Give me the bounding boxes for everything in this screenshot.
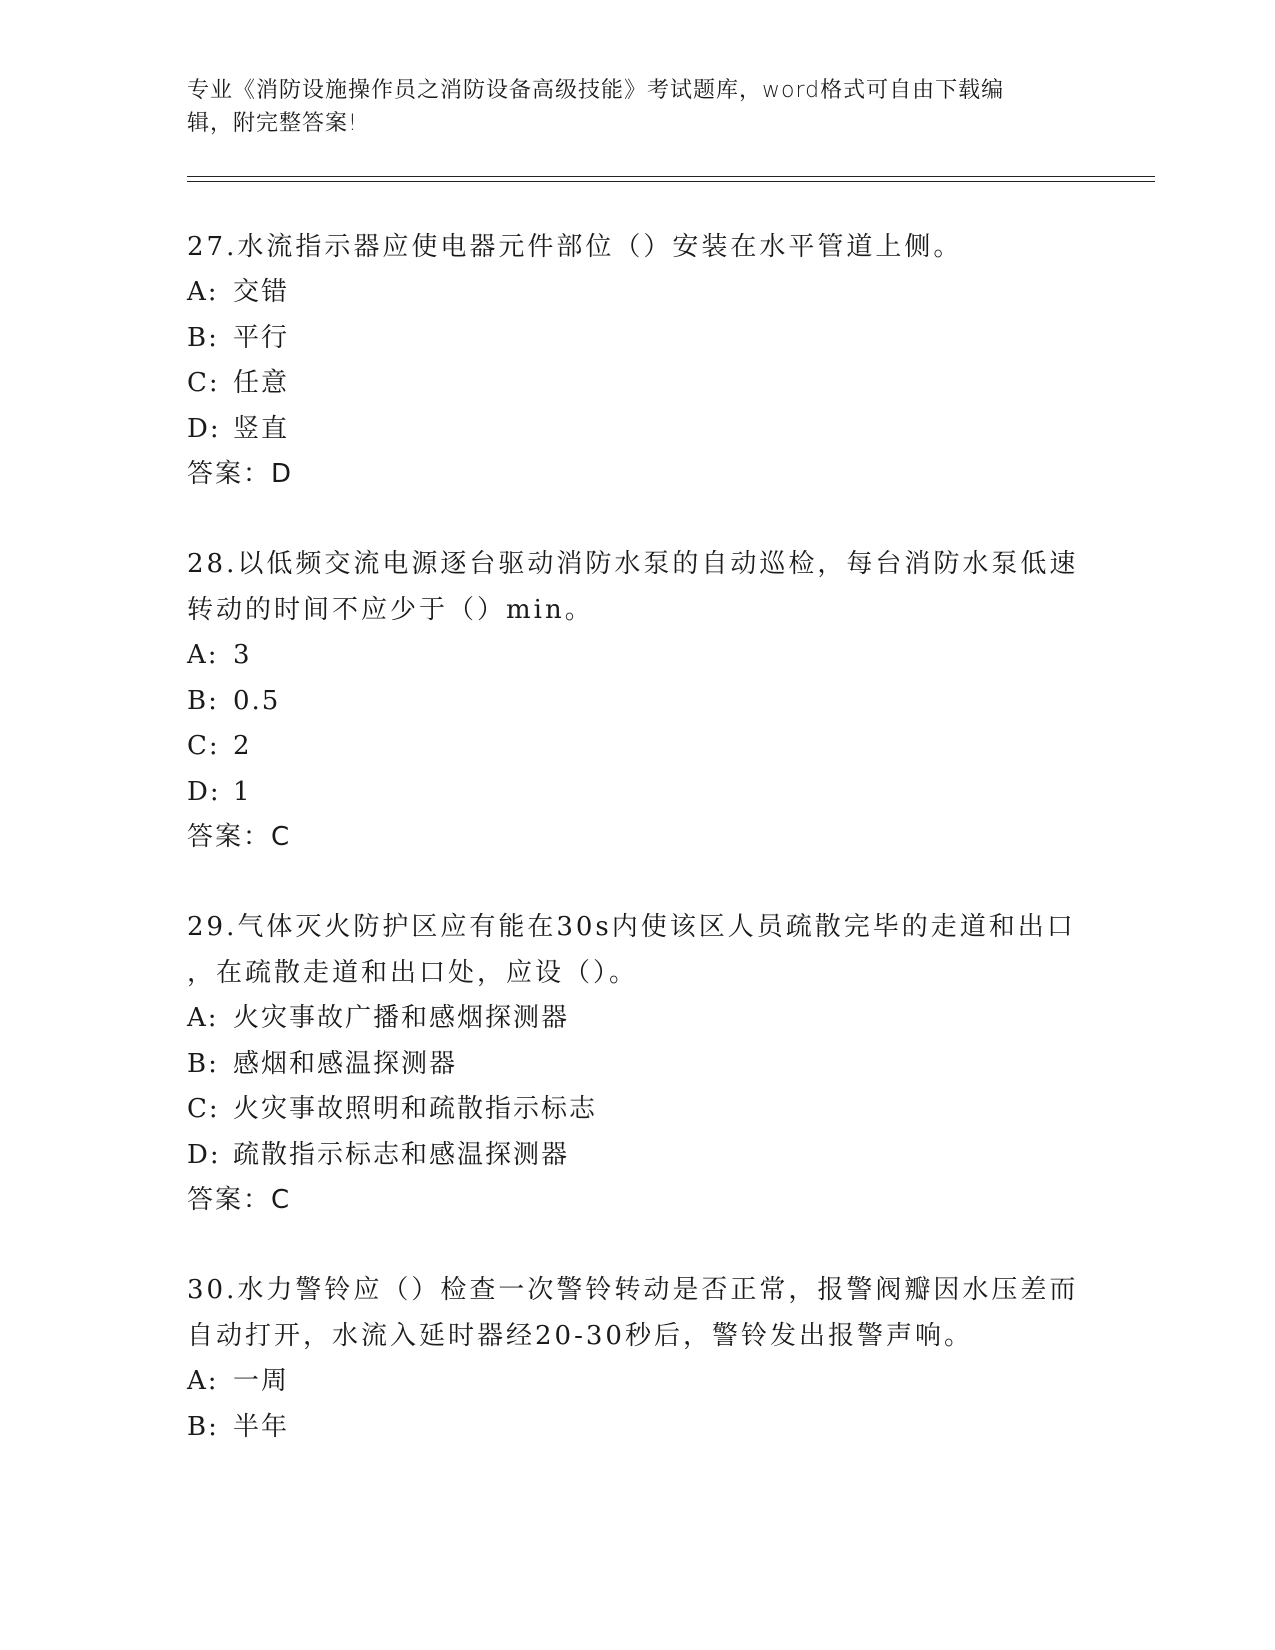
option-text: 半年 [233,1411,290,1442]
option-letter: B: [187,322,219,353]
option-letter: D: [187,1139,221,1170]
option-letter: D: [187,413,221,444]
option-text: 3 [233,640,252,670]
option-a [187,270,1087,316]
document-header [187,74,1087,140]
option-letter: D: [187,776,221,807]
option-a [187,633,1087,679]
answer: 答案：D [187,459,294,489]
question-text: 30.水力警铃应（）检查一次警铃转动是否正常，报警阀瓣因水压差而 [187,1275,1079,1305]
option-c [187,724,1087,770]
header-divider-bottom [187,181,1155,182]
option-letter: A: [187,277,219,307]
option-letter: B: [187,685,219,716]
option-letter: A: [187,1003,219,1033]
option-text: 竖直 [233,413,290,444]
option-text: 火灾事故广播和感烟探测器 [233,1003,570,1033]
option-b [187,316,1087,362]
option-letter: B: [187,1411,219,1442]
header-line-2: 辑，附完整答案! [187,111,358,136]
question-text: 29.气体灭火防护区应有能在30s内使该区人员疏散完毕的走道和出口 [187,912,1076,942]
question-text: 转动的时间不应少于（）min。 [187,595,594,625]
option-letter: C: [187,731,220,761]
option-d [187,1133,1087,1179]
option-text: 0.5 [233,685,281,716]
option-a [187,1359,1087,1405]
question-28 [187,541,1087,860]
option-letter: B: [187,1048,219,1079]
option-letter: C: [187,1094,220,1124]
header-divider-top [187,176,1155,177]
option-b [187,1405,1087,1451]
option-b [187,679,1087,725]
question-30 [187,1267,1087,1450]
question-text: 自动打开，水流入延时器经20-30秒后，警铃发出报警声响。 [187,1321,973,1351]
option-c [187,361,1087,407]
option-text: 疏散指示标志和感温探测器 [233,1139,570,1170]
option-text: 1 [233,776,252,807]
question-text: 28.以低频交流电源逐台驱动消防水泵的自动巡检，每台消防水泵低速 [187,549,1079,579]
question-text: 27.水流指示器应使电器元件部位（）安装在水平管道上侧。 [187,232,963,262]
question-list [187,224,1087,1494]
option-c [187,1087,1087,1133]
option-d [187,407,1087,453]
question-text: ，在疏散走道和出口处，应设（）。 [187,958,639,988]
option-text: 平行 [233,322,290,353]
question-27 [187,224,1087,497]
option-a [187,996,1087,1042]
header-line-1: 专业《消防设施操作员之消防设备高级技能》考试题库，word格式可自由下载编 [187,78,1005,103]
answer: 答案：C [187,1185,292,1215]
option-letter: A: [187,640,219,670]
option-d [187,770,1087,816]
option-text: 火灾事故照明和疏散指示标志 [233,1094,598,1124]
option-letter: C: [187,368,220,398]
option-letter: A: [187,1366,219,1396]
option-text: 任意 [233,368,290,398]
option-text: 感烟和感温探测器 [233,1048,458,1079]
answer: 答案：C [187,822,292,852]
option-text: 一周 [233,1366,290,1396]
option-b [187,1042,1087,1088]
option-text: 2 [233,731,252,761]
question-29 [187,904,1087,1223]
option-text: 交错 [233,277,290,307]
